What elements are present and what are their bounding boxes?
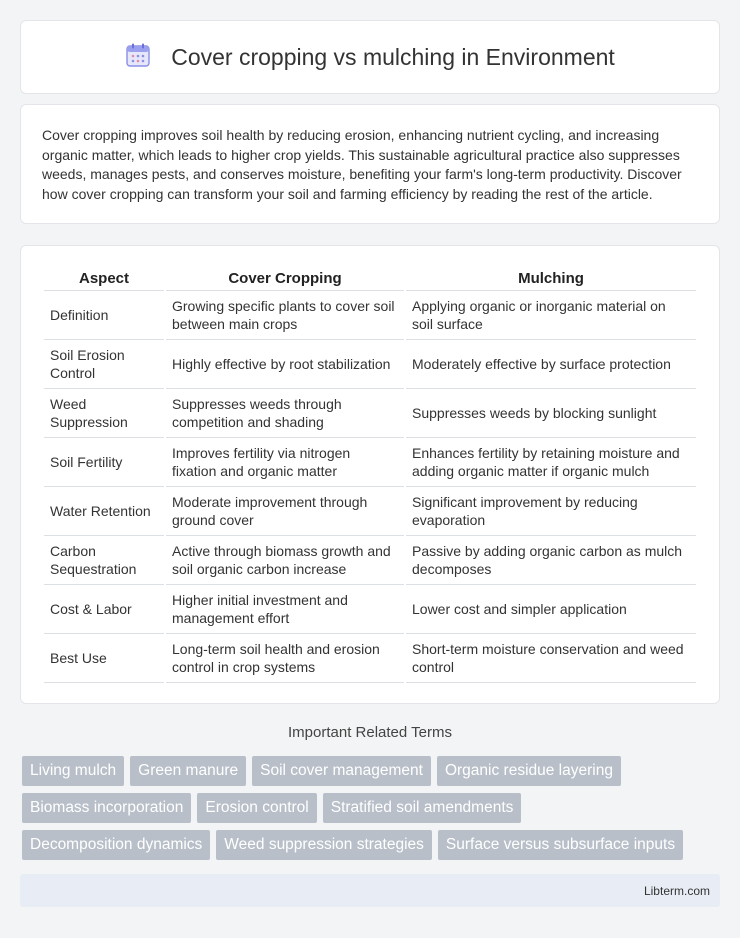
cell-cover-cropping: Higher initial investment and management effort xyxy=(166,585,404,634)
title-wrap xyxy=(125,42,615,73)
cell-mulching: Short-term moisture conservation and weed control xyxy=(406,634,696,683)
comparison-table-card xyxy=(20,245,720,704)
tag-biomass-incorporation[interactable]: Biomass incorporation xyxy=(22,793,191,823)
intro-card xyxy=(20,104,720,224)
table-row xyxy=(44,585,696,634)
footer-brand-link[interactable]: Libterm.com xyxy=(643,883,710,898)
intro-paragraph: Cover cropping improves soil health by reducing erosion, enhancing nutrient cycling, and increasing organic matter, which leads to higher crop yields. This sustainable agricultural practice also suppresses weeds, manages pests, and conserves moisture, benefiting your farm's long-term productivity. Discover how cover cropping can transform your soil and farming efficiency by reading the rest of the article. xyxy=(42,127,682,202)
cell-aspect: Water Retention xyxy=(44,487,164,536)
cell-aspect: Carbon Sequestration xyxy=(44,536,164,585)
cell-aspect: Weed Suppression xyxy=(44,389,164,438)
header-mulching: Mulching xyxy=(406,266,696,291)
cell-cover-cropping: Active through biomass growth and soil organic carbon increase xyxy=(166,536,404,585)
tag-row xyxy=(22,830,722,860)
cell-aspect: Cost & Labor xyxy=(44,585,164,634)
tag-weed-suppression-strategies[interactable]: Weed suppression strategies xyxy=(216,830,432,860)
header-card xyxy=(20,20,720,94)
table-row xyxy=(44,389,696,438)
header-cover-cropping: Cover Cropping xyxy=(166,266,404,291)
cell-cover-cropping: Highly effective by root stabilization xyxy=(166,340,404,389)
table-row xyxy=(44,634,696,683)
cell-mulching: Moderately effective by surface protection xyxy=(406,340,696,389)
page-title: Cover cropping vs mulching in Environment xyxy=(171,43,615,70)
table-row xyxy=(44,340,696,389)
tag-stratified-soil-amendments[interactable]: Stratified soil amendments xyxy=(323,793,522,823)
calendar-icon xyxy=(125,42,151,73)
cell-cover-cropping: Moderate improvement through ground cover xyxy=(166,487,404,536)
tag-erosion-control[interactable]: Erosion control xyxy=(197,793,316,823)
table-header-row xyxy=(44,266,696,291)
cell-aspect: Best Use xyxy=(44,634,164,683)
tag-row xyxy=(22,756,722,786)
tag-row xyxy=(22,793,722,823)
tag-decomposition-dynamics[interactable]: Decomposition dynamics xyxy=(22,830,210,860)
table-row xyxy=(44,536,696,585)
cell-cover-cropping: Long-term soil health and erosion control in crop systems xyxy=(166,634,404,683)
cell-cover-cropping: Suppresses weeds through competition and shading xyxy=(166,389,404,438)
related-terms-list xyxy=(22,756,722,867)
cell-cover-cropping: Improves fertility via nitrogen fixation and organic matter xyxy=(166,438,404,487)
cell-aspect: Definition xyxy=(44,291,164,340)
related-terms-title: Important Related Terms xyxy=(288,724,452,741)
cell-mulching: Suppresses weeds by blocking sunlight xyxy=(406,389,696,438)
tag-green-manure[interactable]: Green manure xyxy=(130,756,246,786)
cell-mulching: Applying organic or inorganic material on soil surface xyxy=(406,291,696,340)
table-row xyxy=(44,291,696,340)
tag-living-mulch[interactable]: Living mulch xyxy=(22,756,124,786)
cell-mulching: Passive by adding organic carbon as mulch decomposes xyxy=(406,536,696,585)
header-aspect: Aspect xyxy=(44,266,164,291)
cell-cover-cropping: Growing specific plants to cover soil between main crops xyxy=(166,291,404,340)
table-row xyxy=(44,487,696,536)
cell-mulching: Enhances fertility by retaining moisture and adding organic matter if organic mulch xyxy=(406,438,696,487)
cell-mulching: Lower cost and simpler application xyxy=(406,585,696,634)
tag-organic-residue-layering[interactable]: Organic residue layering xyxy=(437,756,621,786)
cell-mulching: Significant improvement by reducing evaporation xyxy=(406,487,696,536)
table-row xyxy=(44,438,696,487)
cell-aspect: Soil Fertility xyxy=(44,438,164,487)
comparison-table xyxy=(42,266,698,683)
tag-soil-cover-management[interactable]: Soil cover management xyxy=(252,756,431,786)
tag-surface-versus-subsurface-inputs[interactable]: Surface versus subsurface inputs xyxy=(438,830,683,860)
footer xyxy=(20,874,720,907)
cell-aspect: Soil Erosion Control xyxy=(44,340,164,389)
